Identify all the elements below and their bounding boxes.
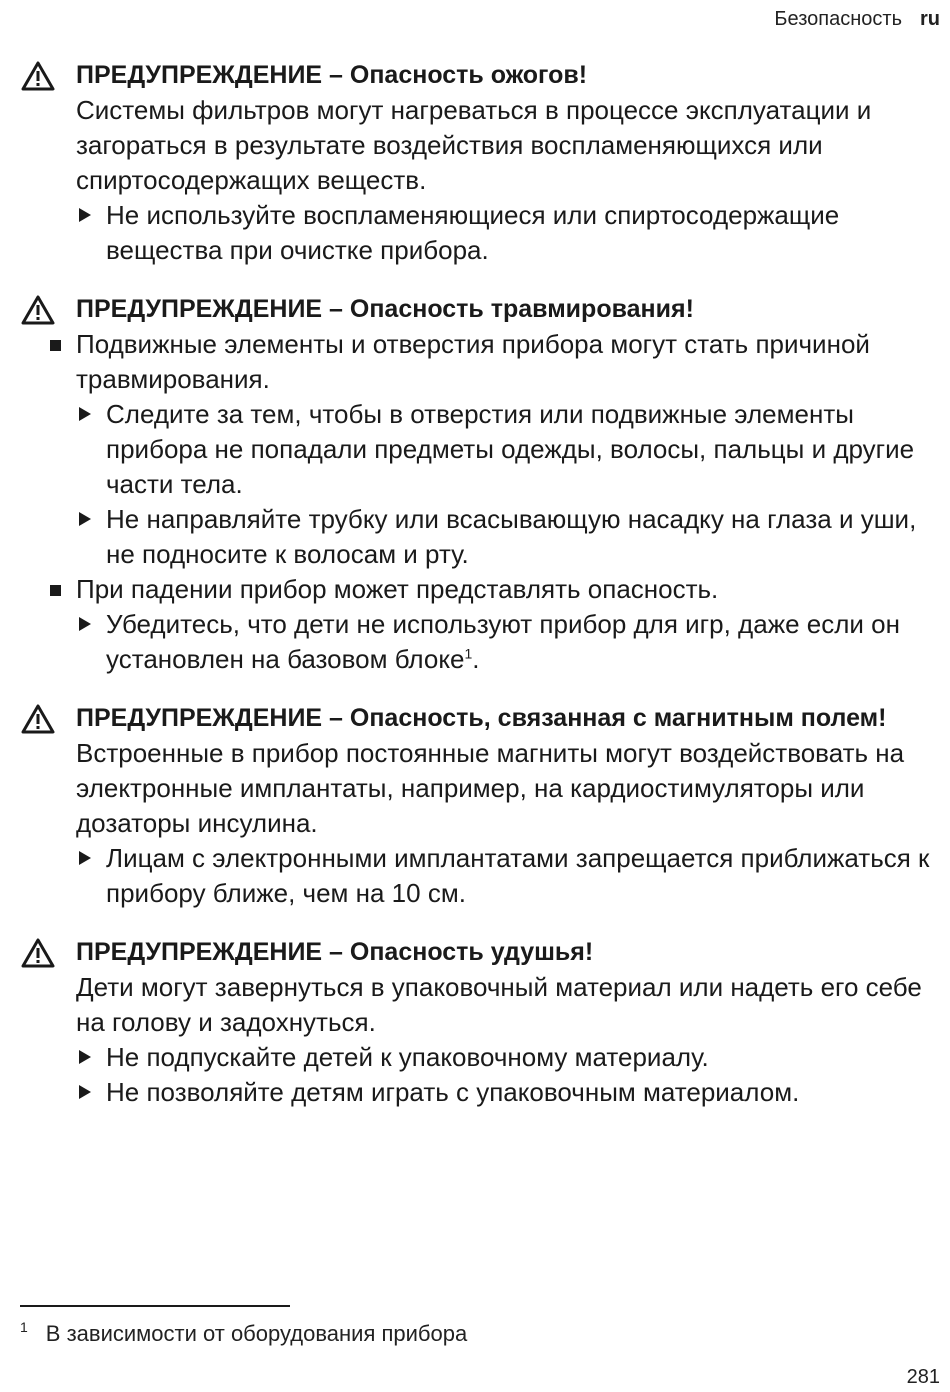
warning-triangle-icon [20, 294, 56, 326]
warning-triangle-icon [20, 60, 56, 92]
page-header [774, 8, 940, 31]
warning-injury [20, 292, 945, 677]
warning-title: ПРЕДУПРЕЖДЕНИЕ – Опасность, связанная с магнитным полем! [20, 701, 945, 736]
instruction-step: Следите за тем, чтобы в отверстия или подвижные элементы прибора не попадали предметы одежды, волосы, пальцы и другие части тела. [20, 397, 945, 502]
warning-triangle-icon [20, 937, 56, 969]
footnote [20, 1321, 467, 1347]
bullet-item: При падении прибор может представлять опасность. [20, 572, 945, 607]
bullet-item: Подвижные элементы и отверстия прибора могут стать причиной травмирования. [20, 327, 945, 397]
square-bullet-icon [50, 585, 61, 596]
triangle-arrow-icon [79, 617, 91, 631]
warning-triangle-icon [20, 703, 56, 735]
warning-magnetic-field [20, 701, 945, 911]
instruction-step: Не направляйте трубку или всасывающую насадку на глаза и уши, не подносите к волосам и рту. [20, 502, 945, 572]
triangle-arrow-icon [79, 1050, 91, 1064]
triangle-arrow-icon [79, 407, 91, 421]
warning-text: Системы фильтров могут нагреваться в процессе эксплуатации и загораться в результате воздействия воспламеняющихся или спиртосодержащих веществ. [76, 95, 872, 195]
footnote-divider [20, 1305, 290, 1307]
warning-title: ПРЕДУПРЕЖДЕНИЕ – Опасность удушья! [20, 935, 945, 970]
instruction-step: Не подпускайте детей к упаковочному материалу. [20, 1040, 945, 1075]
footnote-text: В зависимости от оборудования прибора [45, 1321, 468, 1346]
footnote-mark: 1 [20, 1319, 28, 1335]
warning-title: ПРЕДУПРЕЖДЕНИЕ – Опасность травмирования! [20, 292, 945, 327]
triangle-arrow-icon [79, 208, 91, 222]
safety-content [20, 58, 945, 1134]
language-code: ru [920, 8, 940, 30]
warning-suffocation [20, 935, 945, 1110]
instruction-step: Лицам с электронными имплантатами запрещается приближаться к прибору ближе, чем на 10 см. [20, 841, 945, 911]
page-number: 281 [906, 1366, 940, 1388]
square-bullet-icon [50, 340, 61, 351]
warning-burns [20, 58, 945, 268]
warning-text: Встроенные в прибор постоянные магниты могут воздействовать на электронные имплантаты, например, на кардиостимуляторы или дозаторы инсулина. [76, 738, 905, 838]
section-title: Безопасность [774, 8, 902, 30]
triangle-arrow-icon [79, 851, 91, 865]
footnote-reference: 1 [464, 645, 473, 662]
triangle-arrow-icon [79, 1085, 91, 1099]
instruction-step: Убедитесь, что дети не используют прибор для игр, даже если он установлен на базовом блоке$^1$. [20, 607, 945, 677]
triangle-arrow-icon [79, 512, 91, 526]
warning-text: Дети могут завернуться в упаковочный материал или надеть его себе на голову и задохнуться. [76, 972, 922, 1037]
instruction-step: Не позволяйте детям играть с упаковочным материалом. [20, 1075, 945, 1110]
warning-title: ПРЕДУПРЕЖДЕНИЕ – Опасность ожогов! [20, 58, 945, 93]
instruction-step: Не используйте воспламеняющиеся или спиртосодержащие вещества при очистке прибора. [20, 198, 945, 268]
